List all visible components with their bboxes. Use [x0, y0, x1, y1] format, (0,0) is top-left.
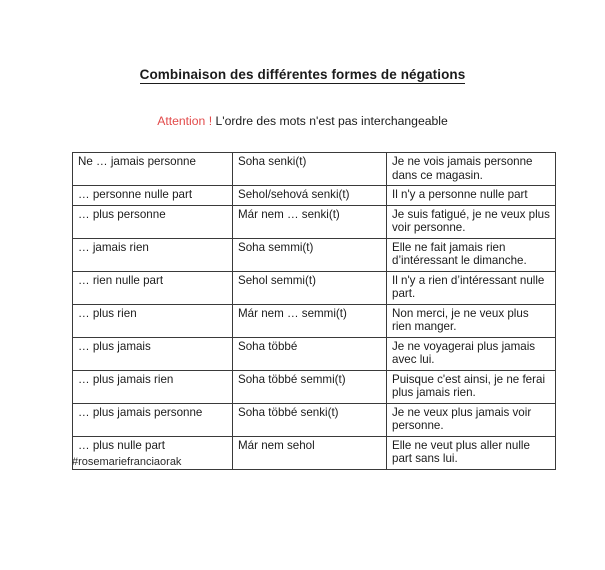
attention-notice: [0, 114, 605, 128]
cell-french-form: … plus jamais personne: [73, 403, 233, 436]
cell-hungarian: Soha többé: [233, 337, 387, 370]
cell-example: Puisque c'est ainsi, je ne ferai plus jamais rien.: [387, 370, 556, 403]
cell-french-form: … personne nulle part: [73, 186, 233, 206]
cell-example: Non merci, je ne veux plus rien manger.: [387, 304, 556, 337]
cell-french-form: … plus nulle part: [73, 436, 233, 469]
cell-example: Il n'y a rien d’intéressant nulle part.: [387, 271, 556, 304]
cell-hungarian: Már nem sehol: [233, 436, 387, 469]
cell-hungarian: Már nem … semmi(t): [233, 304, 387, 337]
cell-example: Il n'y a personne nulle part: [387, 186, 556, 206]
table-row: [73, 238, 556, 271]
cell-hungarian: Soha többé semmi(t): [233, 370, 387, 403]
negations-table: [72, 152, 556, 470]
cell-french-form: … plus personne: [73, 205, 233, 238]
cell-example: Je suis fatigué, je ne veux plus voir personne.: [387, 205, 556, 238]
cell-example: Je ne vois jamais personne dans ce magasin.: [387, 153, 556, 186]
cell-example: Elle ne fait jamais rien d’intéressant le dimanche.: [387, 238, 556, 271]
attention-label: Attention !: [157, 114, 213, 128]
cell-french-form: … plus rien: [73, 304, 233, 337]
cell-french-form: … rien nulle part: [73, 271, 233, 304]
cell-french-form: Ne … jamais personne: [73, 153, 233, 186]
table-row: [73, 271, 556, 304]
negations-table-body: [73, 153, 556, 470]
cell-french-form: … plus jamais: [73, 337, 233, 370]
cell-french-form: … jamais rien: [73, 238, 233, 271]
negations-table-container: [72, 152, 550, 470]
table-row: [73, 337, 556, 370]
table-row: [73, 304, 556, 337]
table-row: [73, 205, 556, 238]
cell-example: Je ne veux plus jamais voir personne.: [387, 403, 556, 436]
table-row: [73, 153, 556, 186]
page-title: [0, 67, 605, 82]
cell-hungarian: Soha többé senki(t): [233, 403, 387, 436]
attention-message: L'ordre des mots n'est pas interchangeable: [212, 114, 448, 128]
cell-hungarian: Soha semmi(t): [233, 238, 387, 271]
cell-hungarian: Sehol/sehová senki(t): [233, 186, 387, 206]
cell-example: Elle ne veut plus aller nulle part sans lui.: [387, 436, 556, 469]
table-row: [73, 186, 556, 206]
table-row: [73, 370, 556, 403]
page-title-text: Combinaison des différentes formes de négations: [139, 67, 466, 82]
cell-hungarian: Soha senki(t): [233, 153, 387, 186]
table-row: [73, 403, 556, 436]
cell-french-form: … plus jamais rien: [73, 370, 233, 403]
cell-hungarian: Sehol semmi(t): [233, 271, 387, 304]
cell-hungarian: Már nem … senki(t): [233, 205, 387, 238]
footer-hashtag: #rosemariefranciaorak: [72, 456, 182, 468]
cell-example: Je ne voyagerai plus jamais avec lui.: [387, 337, 556, 370]
